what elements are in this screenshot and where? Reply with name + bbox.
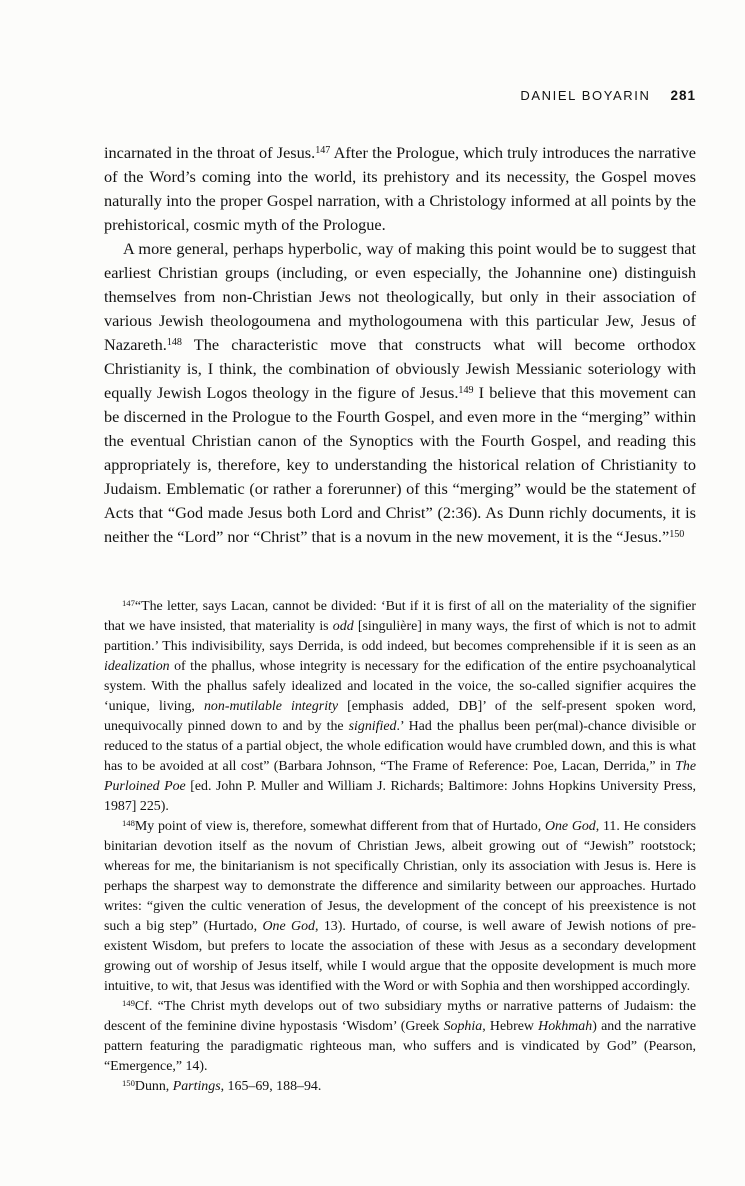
body-paragraph-2: A more general, perhaps hyperbolic, way of making this point would be to suggest that earliest Christian groups (including, or even especially, the Johannine one) distinguish themselves from non-Christian Jews not theologically, but only in their association of various Jewish theologoumena and mythologoumena with this particular Jew, Jesus of Nazareth.$^{148}$ The characteristic move that constructs what will become orthodox Christianity is, I think, the combination of obviously Jewish Messianic soteriology with equally Jewish Logos theology in the figure of Jesus.$^{149}$ I believe that this movement can be discerned in the Prologue to the Fourth Gospel, and even more in the “merging” within the eventual Christian canon of the Synoptics with the Fourth Gospel, and reading this appropriately is, therefore, key to understanding the historical relation of Christianity to Judaism. Emblematic (or rather a forerunner) of this “merging” would be the statement of Acts that “God made Jesus both Lord and Christ” (2:36). As Dunn richly documents, it is neither the “Lord” nor “Christ” that is a novum in the new movement, it is the “Jesus.”$^{150}$ [104,239,697,546]
footnote-149 [104,997,696,1077]
footnote-text: Dunn, Partings, 165–69, 188–94. [134,1079,322,1094]
body-paragraph-1: incarnated in the throat of Jesus.$^{147}$ After the Prologue, which truly introduces the narrative of the Word’s coming into the world, its prehistory and its necessity, the Gospel moves naturally into the proper Gospel narration, with a Christology informed at all points by the prehistorical, cosmic myth of the Prologue. [104,143,696,234]
footnotes-section [104,597,696,1097]
footnote-number: 150 [122,1078,135,1089]
footnote-147 [104,597,696,817]
footnote-text: Cf. “The Christ myth develops out of two subsidiary myths or narrative patterns of Judaism: the descent of the feminine divine hypostasis ‘Wisdom’ (Greek Sophia, Hebrew Hokhmah) and the narrative pattern featuring the paradigmatic righteous man, who suffers and is vindicated by God” (Pearson, “Emergence,” 14). [104,999,696,1074]
footnote-number: 148 [122,818,135,829]
footnote-text: My point of view is, therefore, somewhat different from that of Hurtado, One God, 11. He considers binitarian devotion itself as the novum of Christian Jews, albeit growing out of “Jewish” rootstock; whereas for me, the binitarianism is not specifically Christian, only its association with Jesus is. Here is perhaps the sharpest way to demonstrate the difference and similarity between our approaches. Hurtado writes: “given the cultic veneration of Jesus, the development of the concept of his preexistence is not such a big step” (Hurtado, One God, 13). Hurtado, of course, is well aware of Jewish notions of pre-existent Wisdom, but prefers to locate the association of these with Jesus as a secondary development growing out of worship of Jesus itself, while I would argue that the opposite development is much more intuitive, to wit, that Jesus was identified with the Word or with Sophia and then worshipped accordingly. [104,819,696,994]
footnote-number: 149 [122,998,135,1009]
running-head-author: DANIEL BOYARIN [520,88,651,103]
article-body [104,141,696,549]
footnote-150 [104,1077,696,1097]
running-head [104,88,696,103]
footnote-text: “The letter, says Lacan, cannot be divided: ‘But if it is first of all on the materiality of the signifier that we have insisted, that materiality is odd [singulière] in many ways, the first of which is not to admit partition.’ This indivisibility, says Derrida, is odd indeed, but becomes comprehensible if it is seen as an idealization of the phallus, whose integrity is necessary for the edification of the entire psychoanalytical system. With the phallus safely idealized and located in the voice, the so-called signifier acquires the ‘unique, living, non-mutilable integrity [emphasis added, DB]’ of the self-present spoken word, unequivocally pinned down to and by the signified.’ Had the phallus been per(mal)-chance divisible or reduced to the status of a partial object, the whole edification would have crumbled down, and this is what has to be avoided at all cost” (Barbara Johnson, “The Frame of Reference: Poe, Lacan, Derrida,” in The Purloined Poe [ed. John P. Muller and William J. Richards; Baltimore: Johns Hopkins University Press, 1987] 225). [104,599,696,814]
page-number: 281 [670,88,696,103]
footnote-number: 147 [122,598,135,609]
footnote-148 [104,817,696,997]
